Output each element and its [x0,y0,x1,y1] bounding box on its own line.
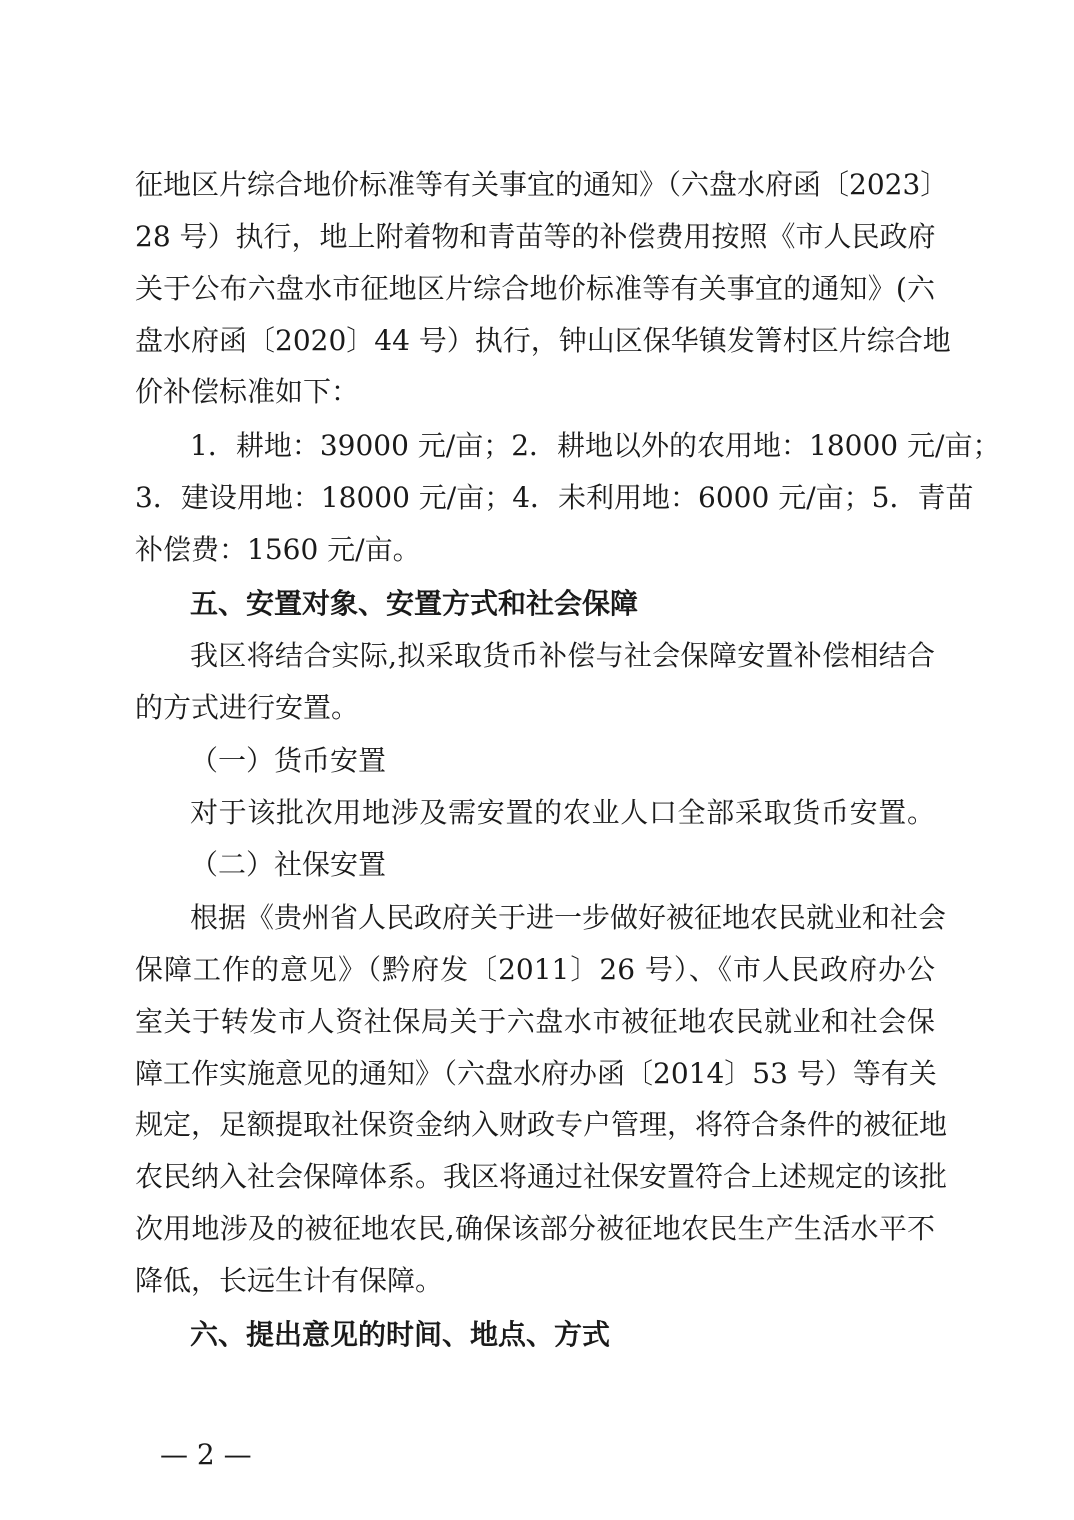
text-line: （一）货币安置 [190,744,387,777]
text-line: 征地区片综合地价标准等有关事宜的通知》（六盘水府函〔2023〕 [135,168,949,201]
text-line: 的方式进行安置。 [135,691,360,724]
text-line: （二）社保安置 [190,848,387,881]
text-line: 3．建设用地：18000 元/亩；4．未利用地：6000 元/亩；5．青苗 [135,481,974,514]
text-line: 规定，足额提取社保资金纳入财政专户管理，将符合条件的被征地 [135,1108,948,1141]
page-number: — 2 — [160,1438,252,1471]
text-line: 补偿费：1560 元/亩。 [135,533,421,566]
text-line: 降低，长远生计有保障。 [135,1264,444,1297]
text-line: 根据《贵州省人民政府关于进一步做好被征地农民就业和社会 [190,901,947,934]
text-line: 次用地涉及的被征地农民,确保该部分被征地农民生产生活水平不 [135,1212,935,1245]
text-line: 农民纳入社会保障体系。我区将通过社保安置符合上述规定的该批 [135,1160,948,1193]
text-line: 28 号）执行，地上附着物和青苗等的补偿费用按照《市人民政府 [135,220,936,253]
text-line: 室关于转发市人资社保局关于六盘水市被征地农民就业和社会保 [135,1005,935,1038]
text-line: 障工作实施意见的通知》（六盘水府办函〔2014〕53 号）等有关 [135,1057,937,1090]
text-line: 价补偿标准如下： [135,375,360,408]
section-heading: 五、安置对象、安置方式和社会保障 [190,587,639,620]
text-line: 1．耕地：39000 元/亩；2．耕地以外的农用地：18000 元/亩； [190,429,1001,462]
text-line: 对于该批次用地涉及需安置的农业人口全部采取货币安置。 [190,796,935,829]
text-line: 我区将结合实际,拟采取货币补偿与社会保障安置补偿相结合 [190,639,935,672]
section-heading: 六、提出意见的时间、地点、方式 [190,1318,611,1351]
text-line: 保障工作的意见》（黔府发〔2011〕26 号）、《市人民政府办公 [135,953,935,986]
text-line: 盘水府函〔2020〕44 号）执行，钟山区保华镇发箐村区片综合地 [135,324,951,357]
text-line: 关于公布六盘水市征地区片综合地价标准等有关事宜的通知》(六 [135,272,935,305]
